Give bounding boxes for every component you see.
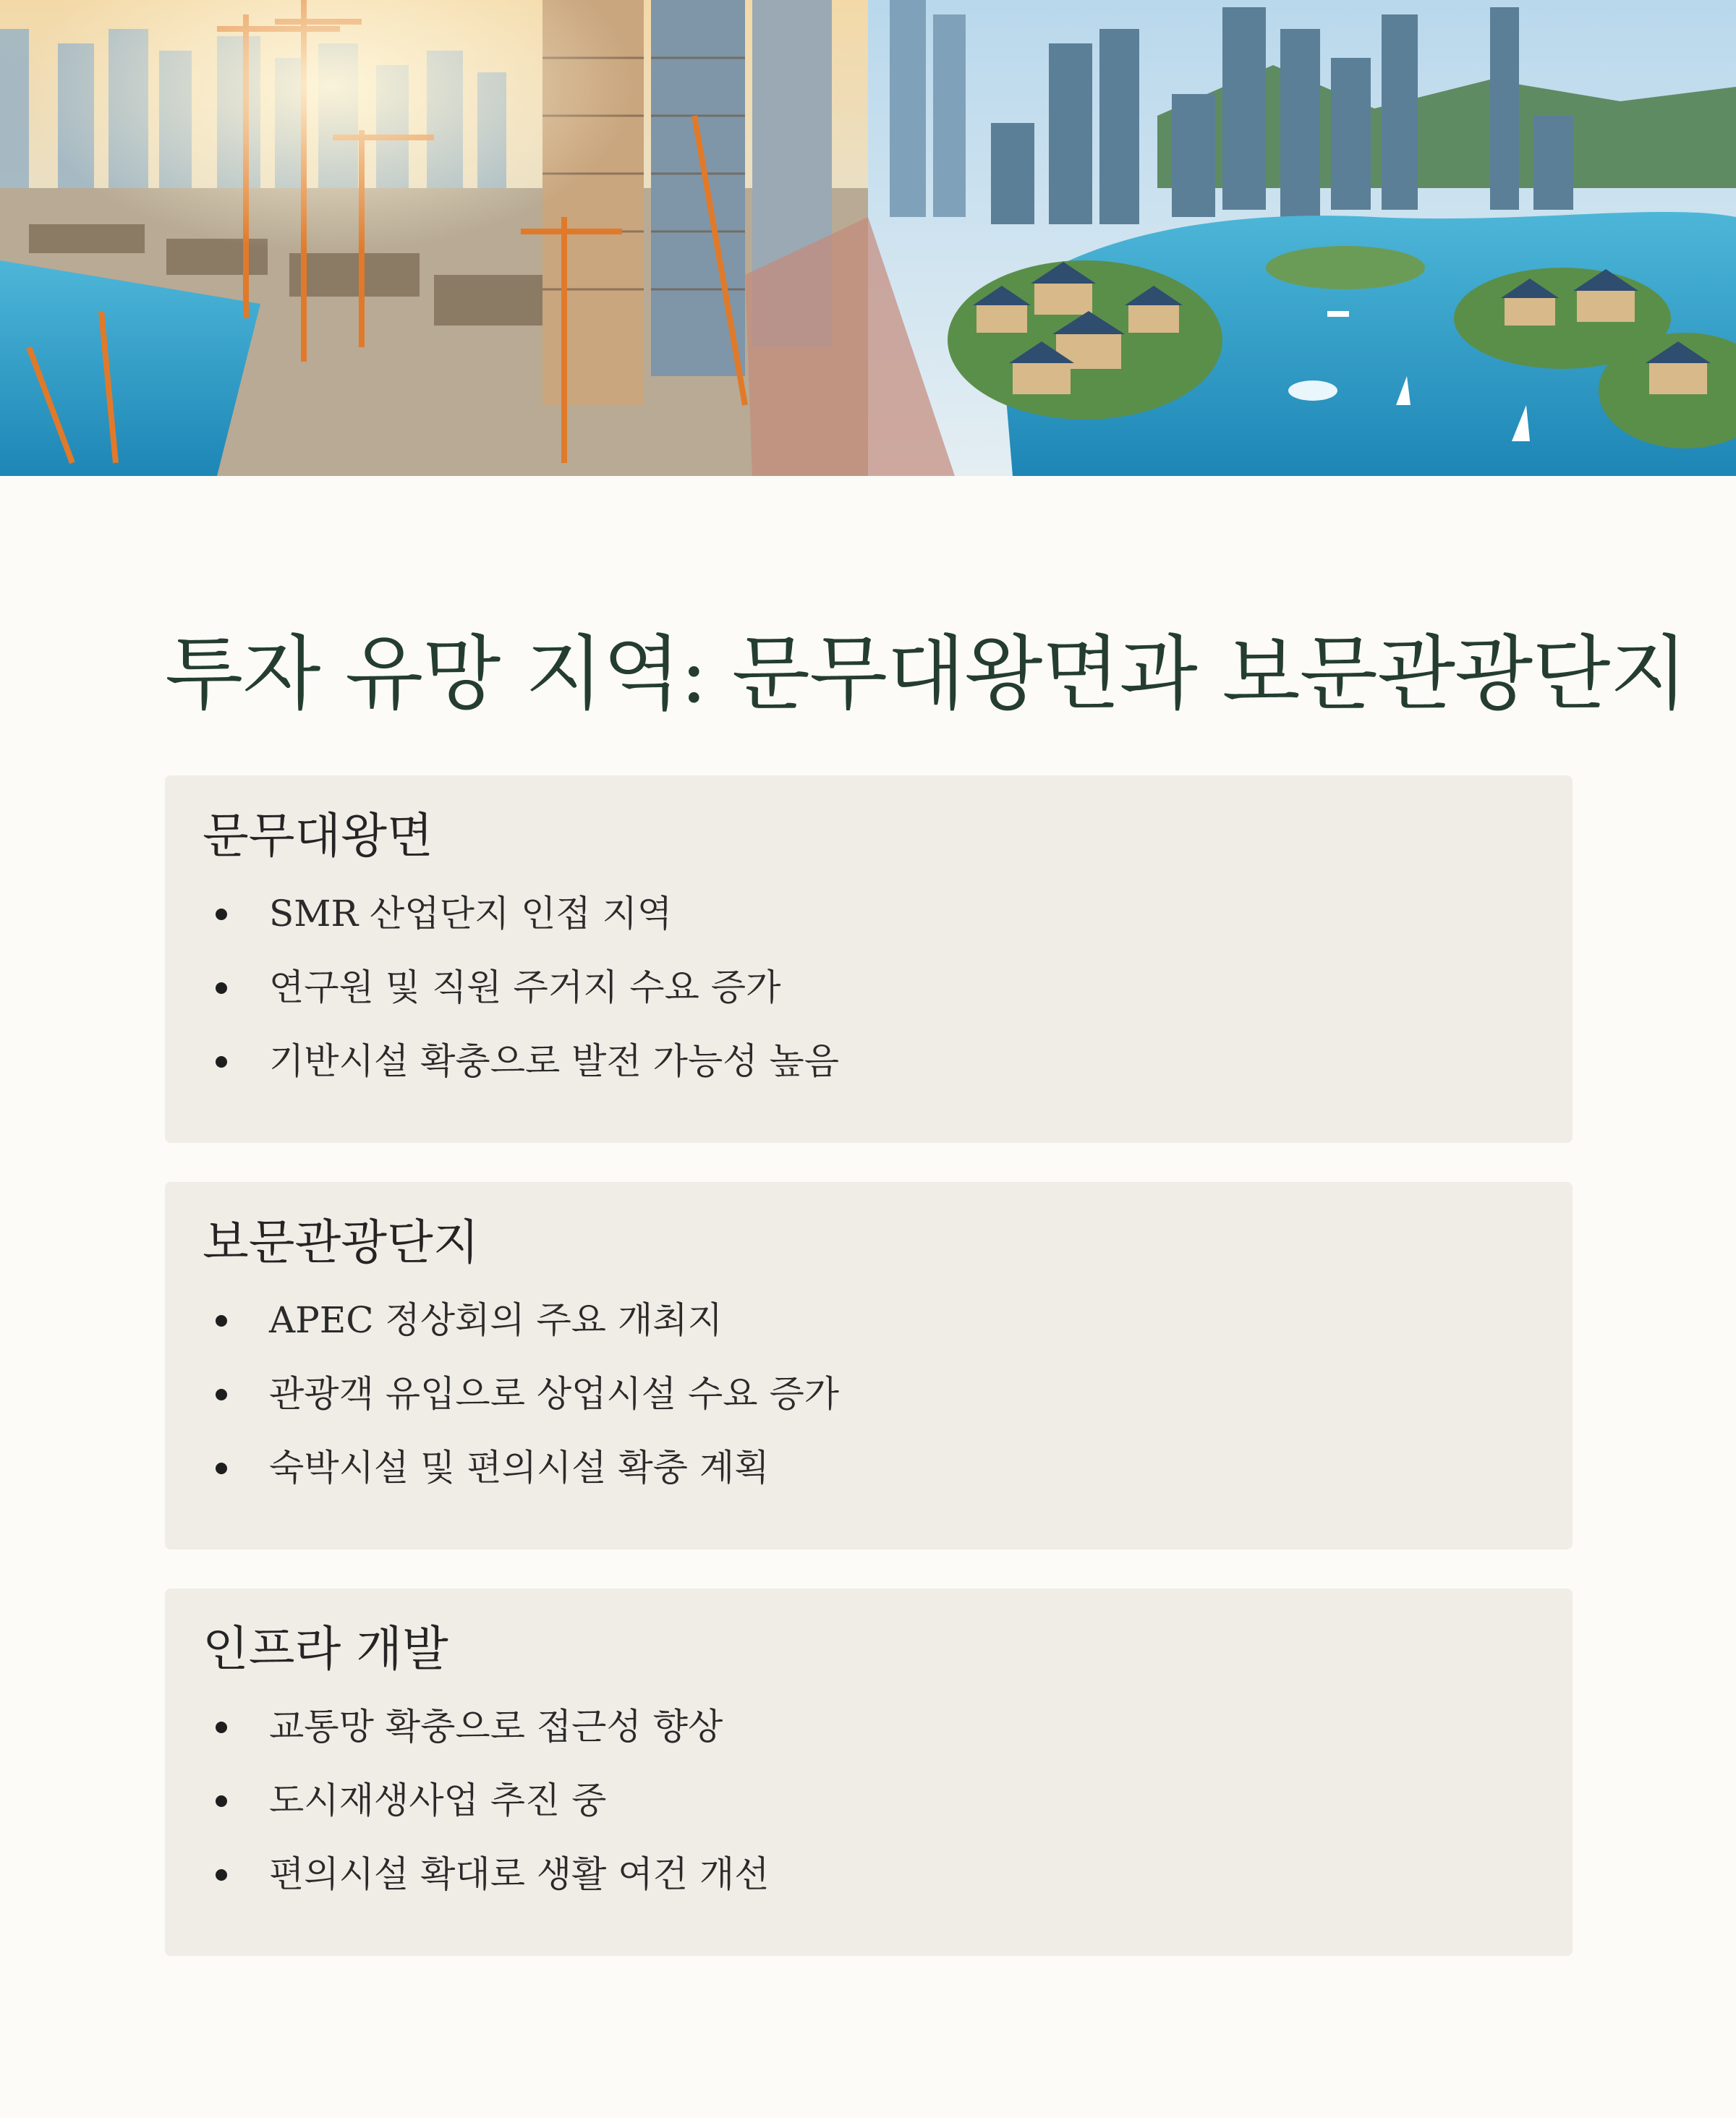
bullet-icon <box>216 1869 227 1881</box>
section-card-munmudaewang: 문무대왕면 SMR 산업단지 인접 지역 연구원 및 직원 주거지 수요 증가 기반시설 확충으로 발전 가능성 높음 <box>165 775 1573 1143</box>
bullet-icon <box>216 1722 227 1733</box>
bullet-icon <box>216 1795 227 1807</box>
bullet-icon <box>216 1315 227 1327</box>
section-title: 인프라 개발 <box>203 1621 448 1677</box>
section-card-bomun: 보문관광단지 APEC 정상회의 주요 개최지 관광객 유입으로 상업시설 수요 증가 숙박시설 및 편의시설 확충 계획 <box>165 1182 1573 1549</box>
section-title: 보문관광단지 <box>203 1215 480 1270</box>
bullet-icon <box>216 1056 227 1068</box>
bullet-icon <box>216 1389 227 1400</box>
hero-image <box>0 0 1736 476</box>
page-title: 투자 유망 지역: 문무대왕면과 보문관광단지 <box>165 627 1688 721</box>
bullet-icon <box>216 1463 227 1474</box>
bullet-icon <box>216 982 227 994</box>
section-title: 문무대왕면 <box>203 808 433 864</box>
bullet-icon <box>216 909 227 920</box>
section-card-infrastructure: 인프라 개발 교통망 확충으로 접근성 향상 도시재생사업 추진 중 편의시설 확대로 생활 여건 개선 <box>165 1588 1573 1956</box>
